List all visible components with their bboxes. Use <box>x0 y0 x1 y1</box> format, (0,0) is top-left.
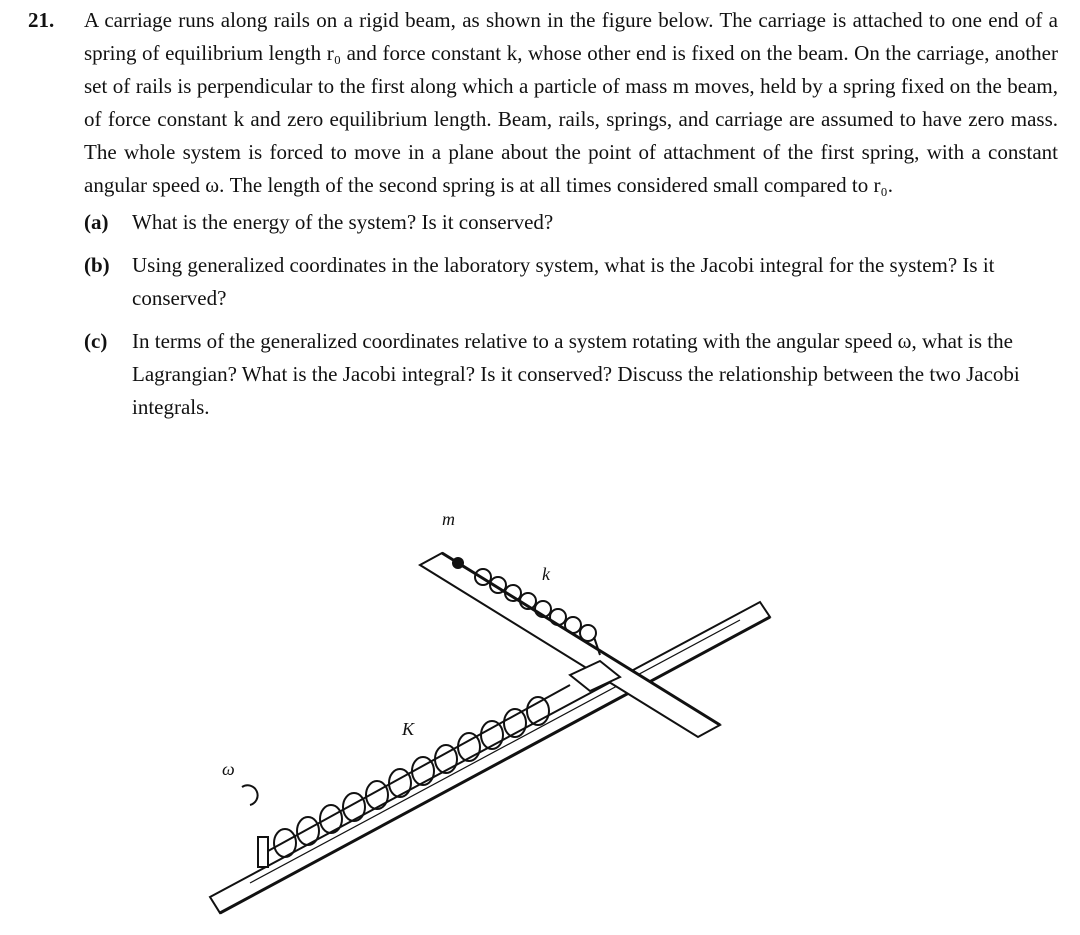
mass-particle <box>452 557 464 569</box>
label-m: m <box>442 509 455 529</box>
part-c <box>84 325 1058 424</box>
beam-rail <box>250 620 740 883</box>
label-K: K <box>402 719 415 739</box>
label-omega: ω <box>222 759 235 779</box>
label-k: k <box>542 564 550 584</box>
problem-number: 21. <box>28 8 55 32</box>
figure-drawing <box>180 505 900 925</box>
spring-large <box>268 685 570 857</box>
part-a-text: What is the energy of the system? Is it conserved? <box>132 210 554 234</box>
pivot-post <box>258 837 268 867</box>
problem-parts <box>84 206 1058 424</box>
part-a <box>84 206 1058 239</box>
carriage-spring-figure <box>180 505 900 925</box>
part-c-label: (c) <box>84 329 108 353</box>
part-b <box>84 249 1058 315</box>
problem-21 <box>28 4 1058 434</box>
part-a-label: (a) <box>84 210 109 234</box>
part-c-text: In terms of the generalized coordinates relative to a system rotating with the angular speed ω, what is the Lagrangian? What is the Jacobi integral? Is it conserved? Discuss the relationship between the two Jacobi integrals. <box>132 329 1020 419</box>
problem-stem: A carriage runs along rails on a rigid beam, as shown in the figure below. The carriage is attached to one end of a spring of equilibrium length r₀ and force constant k, whose other end is fixed on the beam. On the carriage, another set of rails is perpendicular to the first along which a particle of mass m moves, held by a spring fixed on the beam, of force constant k and zero equilibrium length. Beam, rails, springs, and carriage are assumed to have zero mass. The whole system is forced to move in a plane about the point of attachment of the first spring, with a constant angular speed ω. The length of the second spring is at all times considered small compared to r₀. <box>84 8 1058 197</box>
part-b-label: (b) <box>84 253 110 277</box>
omega-arrow <box>242 785 258 805</box>
part-b-text: Using generalized coordinates in the laboratory system, what is the Jacobi integral for the system? Is it conserved? <box>132 253 995 310</box>
